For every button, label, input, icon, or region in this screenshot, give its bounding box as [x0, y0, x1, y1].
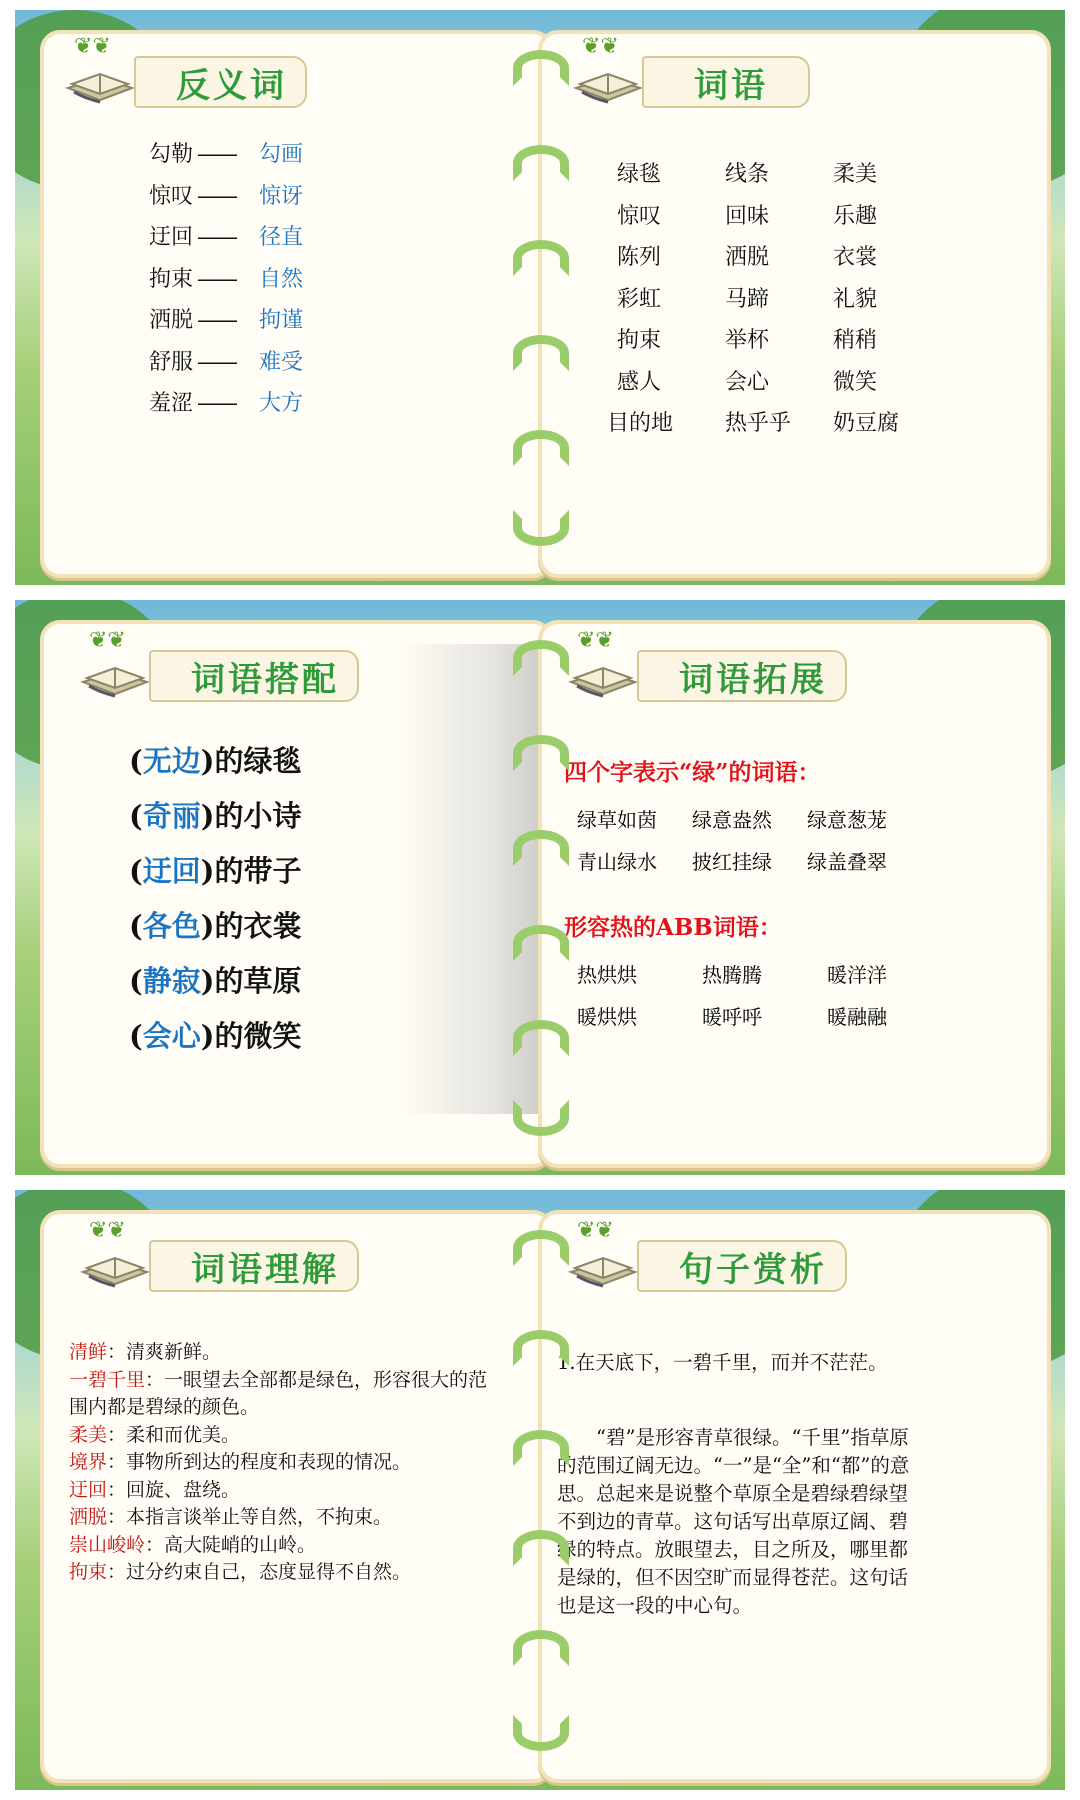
open-book-icon [79, 1242, 151, 1288]
leaves-icon: ❦❦ [577, 1218, 614, 1243]
word: 拘束 [149, 266, 194, 292]
word-row [617, 196, 941, 238]
green-word-row [577, 804, 922, 833]
title-scroll [637, 650, 847, 702]
binder-ring-icon [513, 830, 569, 866]
word: 惊叹 [149, 183, 194, 209]
binder-ring-icon [513, 1020, 569, 1056]
word: 感人 [617, 369, 662, 395]
phrase: 的草原 [214, 964, 302, 998]
right-page [538, 1210, 1051, 1783]
word: 绿盖叠翠 [807, 850, 887, 874]
term: 崇山峻岭 [69, 1533, 146, 1556]
definition-list [69, 1339, 494, 1587]
word-row [617, 362, 941, 404]
dash: —— [197, 266, 235, 292]
open-book-icon [572, 58, 644, 104]
right-page [538, 620, 1051, 1168]
collocation-row [129, 1009, 302, 1064]
word: 绿毯 [617, 162, 662, 187]
sep: ： [145, 1533, 165, 1556]
title-text: 句子赏析 [679, 1249, 827, 1290]
word: 热乎乎 [725, 411, 792, 436]
paren: ) [200, 909, 215, 943]
binder-ring-icon [513, 510, 569, 546]
dash: —— [197, 183, 235, 209]
definition-item [69, 1367, 494, 1422]
paren: ( [129, 909, 143, 943]
definition-item [69, 1339, 494, 1367]
phrase: 的衣裳 [214, 909, 302, 943]
example-sentence: 1.在天底下，一碧千里，而并不茫茫。 [557, 1351, 888, 1374]
antonym-row [149, 383, 303, 425]
title-scroll [149, 650, 359, 702]
antonym-row [149, 300, 303, 342]
leaves-icon: ❦❦ [89, 1218, 126, 1243]
collocation-list [129, 734, 302, 1064]
title-scroll [642, 56, 810, 108]
leaves-icon: ❦❦ [577, 628, 614, 653]
open-book-icon [64, 58, 136, 104]
leaves-icon: ❦❦ [74, 34, 111, 59]
filled-word: 奇丽 [142, 799, 201, 833]
paren: ) [200, 854, 215, 888]
title-text: 反义词 [176, 65, 287, 106]
definition-item [69, 1477, 494, 1505]
word: 衣裳 [833, 245, 878, 270]
phrase: 的绿毯 [214, 744, 302, 778]
word: 惊叹 [617, 203, 662, 229]
paren: ( [129, 799, 143, 833]
paren: ) [200, 799, 215, 833]
definition-item [69, 1449, 494, 1477]
term: 境界 [69, 1451, 108, 1473]
leaves-icon: ❦❦ [89, 628, 126, 653]
sep: ： [107, 1423, 127, 1446]
hot-word-row [577, 959, 937, 988]
paren: ) [200, 964, 215, 998]
antonym-row [149, 176, 303, 218]
definition-item [69, 1504, 494, 1532]
collocation-row [129, 844, 302, 899]
leaves-icon: ❦❦ [582, 34, 619, 59]
phrase: 的小诗 [214, 799, 302, 833]
slide-antonyms-words [15, 10, 1065, 585]
antonym: 难受 [259, 349, 304, 375]
left-page [40, 30, 553, 578]
binder-ring-icon [513, 240, 569, 276]
filled-word: 各色 [142, 909, 201, 943]
word: 迂回 [149, 225, 194, 250]
word: 绿草如茵 [577, 808, 657, 832]
term: 柔美 [69, 1423, 108, 1446]
filled-word: 无边 [142, 744, 201, 778]
slide-collocation-extension [15, 600, 1065, 1175]
antonym-row [149, 217, 303, 259]
binder-ring-icon [513, 1715, 569, 1751]
word: 暖融融 [827, 1005, 887, 1029]
binder-ring-icon [513, 1630, 569, 1666]
binder-ring-icon [513, 1530, 569, 1566]
word: 绿意盎然 [692, 808, 772, 832]
paren: ( [129, 1019, 143, 1053]
filled-word: 会心 [142, 1019, 201, 1053]
filled-word: 迂回 [142, 854, 201, 888]
word-row [617, 154, 941, 196]
heading-hot-words: 形容热的ABB词语： [564, 914, 782, 941]
word: 乐趣 [833, 203, 878, 229]
dash: —— [197, 142, 235, 167]
word: 披红挂绿 [692, 850, 772, 874]
term: 拘束 [69, 1561, 108, 1583]
word: 微笑 [833, 369, 878, 395]
slide-understanding-analysis [15, 1190, 1065, 1790]
word: 热腾腾 [702, 963, 762, 987]
word: 青山绿水 [577, 850, 657, 874]
antonym: 惊讶 [259, 183, 304, 209]
word: 洒脱 [725, 245, 770, 270]
title-text: 词语拓展 [679, 659, 827, 700]
antonym: 大方 [259, 391, 304, 416]
binder-ring-icon [513, 1430, 569, 1466]
dash: —— [197, 349, 235, 375]
title-text: 词语理解 [191, 1249, 339, 1290]
heading-green-words: 四个字表示“绿”的词语： [564, 759, 821, 786]
term: 一碧千里 [69, 1368, 146, 1391]
word: 线条 [725, 162, 770, 187]
term: 迂回 [69, 1478, 108, 1501]
collocation-row [129, 954, 302, 1009]
paren: ( [129, 744, 143, 778]
definition-item [69, 1422, 494, 1450]
word: 热烘烘 [577, 963, 637, 987]
dash: —— [197, 308, 235, 333]
word: 拘束 [617, 328, 662, 353]
open-book-icon [567, 1242, 639, 1288]
antonym-row [149, 134, 303, 176]
word: 陈列 [617, 245, 662, 270]
binder-ring-icon [513, 735, 569, 771]
title-text: 词语 [694, 65, 768, 106]
word-row [617, 279, 941, 321]
open-book-icon [79, 652, 151, 698]
title-scroll [134, 56, 307, 108]
word: 羞涩 [149, 391, 194, 416]
antonym: 勾画 [259, 142, 304, 167]
word: 会心 [725, 369, 770, 395]
binder-ring-icon [513, 1330, 569, 1366]
word: 洒脱 [149, 308, 194, 333]
binder-ring-icon [513, 1100, 569, 1136]
title-scroll [637, 1240, 847, 1292]
sep: ： [107, 1478, 127, 1501]
sep: ： [107, 1451, 127, 1473]
binder-ring-icon [513, 1230, 569, 1266]
paren: ) [200, 744, 215, 778]
antonym-list [149, 134, 303, 425]
binder-ring-icon [513, 50, 569, 86]
meaning: 回旋、盘绕。 [126, 1478, 241, 1501]
collocation-row [129, 899, 302, 954]
word: 暖呼呼 [702, 1005, 762, 1029]
word: 稍稍 [833, 328, 878, 353]
paren: ( [129, 854, 143, 888]
antonym: 拘谨 [259, 308, 304, 333]
binder-ring-icon [513, 430, 569, 466]
right-page [538, 30, 1051, 578]
meaning: 一眼望去全部都是绿色，形容很大的范围内都是碧绿的颜色。 [69, 1368, 488, 1418]
sep: ： [107, 1561, 127, 1583]
collocation-row [129, 789, 302, 844]
word: 举杯 [725, 328, 770, 353]
word: 礼貌 [833, 286, 878, 312]
meaning: 事物所到达的程度和表现的情况。 [126, 1451, 412, 1473]
left-page [40, 620, 553, 1168]
word-row [617, 320, 941, 362]
title-text: 词语搭配 [191, 659, 339, 700]
binder-ring-icon [513, 335, 569, 371]
term: 洒脱 [69, 1506, 108, 1528]
word-grid [607, 154, 941, 445]
word: 勾勒 [149, 142, 194, 167]
meaning: 过分约束自己，态度显得不自然。 [126, 1561, 412, 1583]
word: 暖洋洋 [827, 963, 887, 987]
definition-item [69, 1559, 494, 1587]
sep: ： [107, 1341, 127, 1363]
sep: ： [145, 1368, 165, 1391]
green-word-row [577, 846, 922, 875]
word: 回味 [725, 203, 770, 229]
antonym: 自然 [259, 266, 304, 292]
hot-word-row [577, 1001, 937, 1030]
word: 柔美 [833, 162, 878, 187]
dash: —— [197, 225, 235, 250]
word: 马蹄 [725, 286, 770, 312]
left-page [40, 1210, 553, 1783]
definition-item [69, 1532, 494, 1560]
antonym: 径直 [259, 225, 304, 250]
paren: ) [200, 1019, 215, 1053]
sep: ： [107, 1506, 127, 1528]
paren: ( [129, 964, 143, 998]
meaning: 柔和而优美。 [126, 1423, 241, 1446]
meaning: 本指言谈举止等自然，不拘束。 [126, 1506, 393, 1528]
collocation-row [129, 734, 302, 789]
word: 舒服 [149, 349, 194, 375]
antonym-row [149, 342, 303, 384]
binder-ring-icon [513, 925, 569, 961]
title-scroll [149, 1240, 359, 1292]
antonym-row [149, 259, 303, 301]
analysis-text: “碧”是形容青草很绿。“千里”指草原的范围辽阔无边。“一”是“全”和“都”的意思。总起来是说整个草原全是碧绿碧绿望不到边的青草。这句话写出草原辽阔、碧绿的特点。放眼望去，目之所及，哪里都是绿的，但不因空旷而显得苍茫。这句话也是这一段的中心句。 [557, 1426, 910, 1617]
dash: —— [197, 391, 235, 416]
term: 清鲜 [69, 1341, 108, 1363]
phrase: 的微笑 [214, 1019, 302, 1053]
filled-word: 静寂 [142, 964, 201, 998]
word-row [607, 403, 941, 445]
phrase: 的带子 [214, 854, 302, 888]
word: 彩虹 [617, 286, 662, 312]
open-book-icon [567, 652, 639, 698]
word: 奶豆腐 [833, 411, 900, 436]
meaning: 高大陡峭的山岭。 [164, 1533, 317, 1556]
word: 绿意葱茏 [807, 808, 887, 832]
word: 目的地 [607, 411, 674, 436]
word: 暖烘烘 [577, 1005, 637, 1029]
binder-ring-icon [513, 640, 569, 676]
binder-ring-icon [513, 145, 569, 181]
word-row [617, 237, 941, 279]
meaning: 清爽新鲜。 [126, 1341, 222, 1363]
